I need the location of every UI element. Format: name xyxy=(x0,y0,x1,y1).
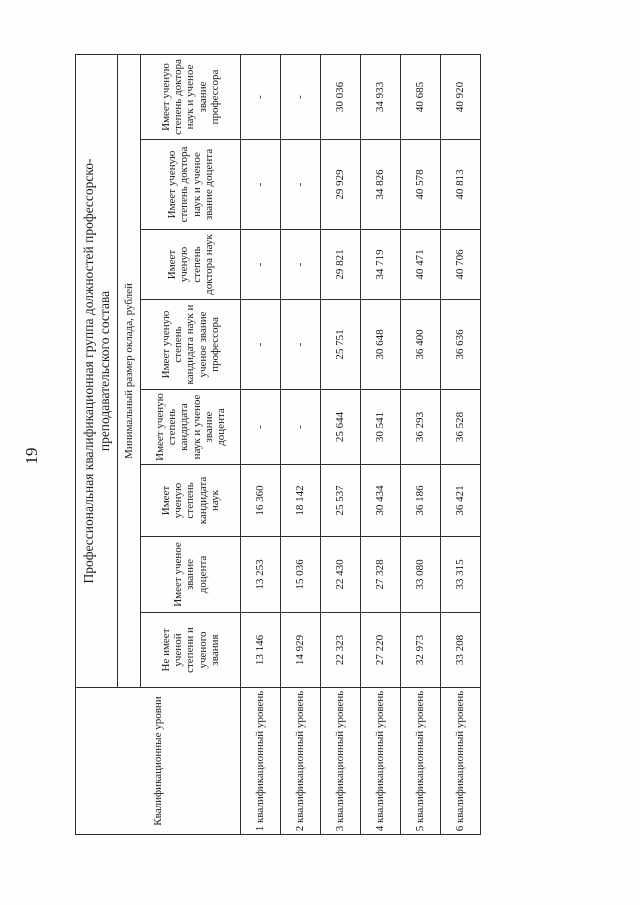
salary-cell: - xyxy=(241,230,281,300)
table-row xyxy=(401,55,441,835)
salary-cell: 34 826 xyxy=(361,140,401,230)
salary-cell: - xyxy=(281,230,321,300)
salary-cell: 34 719 xyxy=(361,230,401,300)
salary-cell: 14 929 xyxy=(281,613,321,688)
column-header-3: Имеет ученую степень кандидата наук xyxy=(141,465,241,537)
salary-table-container xyxy=(75,55,480,835)
salary-cell: 33 315 xyxy=(441,537,481,613)
qualification-level-cell: 3 квалификационный уровень xyxy=(321,688,361,835)
salary-cell: - xyxy=(281,55,321,140)
column-header-1: Не имеет ученой степени и ученого звания xyxy=(141,613,241,688)
salary-cell: 16 360 xyxy=(241,465,281,537)
table-row xyxy=(281,55,321,835)
salary-cell: 40 578 xyxy=(401,140,441,230)
column-header-6: Имеет ученую степень доктора наук xyxy=(141,230,241,300)
column-header-8: Имеет ученую степень доктора наук и ученое звание профессора xyxy=(141,55,241,140)
table-title-row xyxy=(76,55,118,835)
salary-cell: 40 813 xyxy=(441,140,481,230)
salary-cell: 30 541 xyxy=(361,390,401,465)
salary-cell: 25 537 xyxy=(321,465,361,537)
salary-cell: 29 929 xyxy=(321,140,361,230)
salary-cell: 13 253 xyxy=(241,537,281,613)
salary-cell: 18 142 xyxy=(281,465,321,537)
salary-cell: 32 973 xyxy=(401,613,441,688)
table-row xyxy=(441,55,481,835)
table-title: Профессиональная квалификационная группа должностей профессорско-преподавательского состава xyxy=(80,158,112,584)
salary-cell: 27 328 xyxy=(361,537,401,613)
salary-cell: 13 146 xyxy=(241,613,281,688)
column-header-5: Имеет ученую степень кандидата наук и ученое звание профессора xyxy=(141,300,241,390)
salary-table-body xyxy=(76,55,481,835)
column-header-2: Имеет ученое звание доцента xyxy=(141,537,241,613)
column-header-4: Имеет ученую степень кандидата наук и ученое звание доцента xyxy=(141,390,241,465)
qualification-level-cell: 4 квалификационный уровень xyxy=(361,688,401,835)
salary-cell: 40 685 xyxy=(401,55,441,140)
salary-cell: 36 636 xyxy=(441,300,481,390)
salary-cell: 15 036 xyxy=(281,537,321,613)
salary-cell: 30 036 xyxy=(321,55,361,140)
salary-cell: - xyxy=(281,140,321,230)
salary-cell: 40 471 xyxy=(401,230,441,300)
salary-cell: 36 293 xyxy=(401,390,441,465)
salary-cell: 33 208 xyxy=(441,613,481,688)
salary-table xyxy=(75,54,481,835)
salary-cell: 22 323 xyxy=(321,613,361,688)
page-number: 19 xyxy=(22,447,41,465)
salary-cell: 40 920 xyxy=(441,55,481,140)
table-row xyxy=(321,55,361,835)
table-row xyxy=(361,55,401,835)
salary-cell: 36 400 xyxy=(401,300,441,390)
salary-cell: 29 821 xyxy=(321,230,361,300)
salary-cell: 27 220 xyxy=(361,613,401,688)
salary-cell: 30 434 xyxy=(361,465,401,537)
salary-cell: - xyxy=(241,390,281,465)
column-header-7: Имеет ученую степень доктора наук и ученое звание доцента xyxy=(141,140,241,230)
salary-cell: 36 528 xyxy=(441,390,481,465)
salary-cell: - xyxy=(241,55,281,140)
level-column-header xyxy=(76,688,241,835)
salary-cell: 40 706 xyxy=(441,230,481,300)
salary-cell: 22 430 xyxy=(321,537,361,613)
salary-cell: - xyxy=(281,300,321,390)
qualification-level-cell: 2 квалификационный уровень xyxy=(281,688,321,835)
salary-cell: 25 751 xyxy=(321,300,361,390)
salary-cell: 25 644 xyxy=(321,390,361,465)
table-title-cell xyxy=(76,55,118,688)
salary-caption: Минимальный размер оклада, рублей xyxy=(118,55,141,688)
qualification-level-cell: 5 квалификационный уровень xyxy=(401,688,441,835)
salary-cell: 36 421 xyxy=(441,465,481,537)
salary-cell: - xyxy=(241,300,281,390)
qualification-level-cell: 6 квалификационный уровень xyxy=(441,688,481,835)
level-column-header-label: Квалификационные уровни xyxy=(151,696,164,826)
salary-cell: 33 080 xyxy=(401,537,441,613)
salary-cell: 30 648 xyxy=(361,300,401,390)
salary-cell: - xyxy=(241,140,281,230)
qualification-level-cell: 1 квалификационный уровень xyxy=(241,688,281,835)
salary-cell: - xyxy=(281,390,321,465)
salary-cell: 36 186 xyxy=(401,465,441,537)
salary-cell: 34 933 xyxy=(361,55,401,140)
table-row xyxy=(241,55,281,835)
